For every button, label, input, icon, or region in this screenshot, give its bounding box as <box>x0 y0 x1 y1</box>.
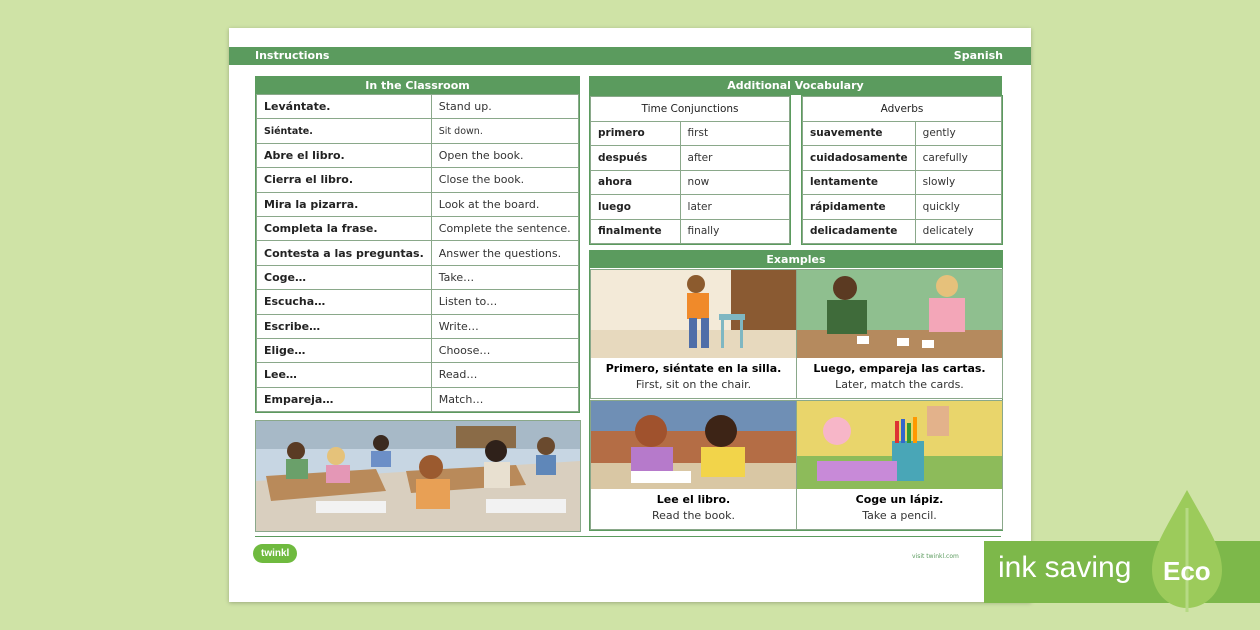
english-translation: finally <box>680 219 789 244</box>
example-es: Luego, empareja las cartas. <box>813 362 986 375</box>
table-row <box>257 241 579 265</box>
spanish-phrase: Levántate. <box>257 95 432 119</box>
english-translation: Choose… <box>431 338 578 362</box>
example-en: Take a pencil. <box>862 509 937 522</box>
english-translation: carefully <box>915 146 1001 171</box>
spanish-phrase: Abre el libro. <box>257 143 432 167</box>
example-es: Lee el libro. <box>656 493 731 506</box>
spanish-phrase: luego <box>591 195 681 220</box>
example-en: Read the book. <box>652 509 735 522</box>
spanish-phrase: Empareja… <box>257 387 432 411</box>
table-row <box>803 219 1002 244</box>
spanish-phrase: delicadamente <box>803 219 916 244</box>
examples-panel <box>589 250 1003 531</box>
spanish-phrase: Lee… <box>257 363 432 387</box>
classroom-panel <box>255 76 580 413</box>
time-conjunctions-title: Time Conjunctions <box>591 97 790 122</box>
table-row <box>257 143 579 167</box>
footer-divider <box>255 536 1001 537</box>
english-translation: quickly <box>915 195 1001 220</box>
spanish-phrase: primero <box>591 121 681 146</box>
english-translation: slowly <box>915 170 1001 195</box>
table-row <box>803 195 1002 220</box>
spanish-phrase: finalmente <box>591 219 681 244</box>
spanish-phrase: Escucha… <box>257 290 432 314</box>
spanish-phrase: cuidadosamente <box>803 146 916 171</box>
table-row <box>257 95 579 119</box>
table-row <box>257 387 579 411</box>
table-row <box>257 265 579 289</box>
english-translation: Match… <box>431 387 578 411</box>
english-translation: Open the book. <box>431 143 578 167</box>
worksheet <box>229 28 1031 602</box>
vocab-title: Additional Vocabulary <box>589 76 1002 95</box>
english-translation: Listen to… <box>431 290 578 314</box>
english-translation: Stand up. <box>431 95 578 119</box>
spanish-phrase: Mira la pizarra. <box>257 192 432 216</box>
header-subject: Spanish <box>953 49 1003 62</box>
vocab-panel <box>589 76 1002 240</box>
english-translation: Take… <box>431 265 578 289</box>
spanish-phrase: Coge… <box>257 265 432 289</box>
english-translation: after <box>680 146 789 171</box>
table-row <box>591 121 790 146</box>
twinkl-logo <box>253 544 297 563</box>
example-illustration <box>797 270 1002 358</box>
example-es: Primero, siéntate en la silla. <box>605 362 782 375</box>
eco-badge-text: ink saving <box>998 551 1132 584</box>
example-card <box>590 269 797 399</box>
example-card <box>796 400 1003 530</box>
english-translation: Sit down. <box>431 119 578 143</box>
spanish-phrase: Completa la frase. <box>257 216 432 240</box>
table-row <box>257 119 579 143</box>
english-translation: Answer the questions. <box>431 241 578 265</box>
table-row <box>257 192 579 216</box>
twinkl-logo-text: twinkl <box>253 544 297 563</box>
footer-url: visit twinkl.com <box>912 553 959 560</box>
english-translation: Write… <box>431 314 578 338</box>
table-row <box>257 338 579 362</box>
time-conjunctions-table <box>589 95 791 245</box>
english-translation: delicately <box>915 219 1001 244</box>
spanish-phrase: Siéntate. <box>257 119 432 143</box>
spanish-phrase: después <box>591 146 681 171</box>
adverbs-table <box>801 95 1003 245</box>
table-row <box>591 146 790 171</box>
spanish-phrase: Cierra el libro. <box>257 168 432 192</box>
classroom-table <box>256 94 579 412</box>
spanish-phrase: ahora <box>591 170 681 195</box>
english-translation: Read… <box>431 363 578 387</box>
example-illustration <box>591 401 796 489</box>
table-row <box>257 216 579 240</box>
spanish-phrase: suavemente <box>803 121 916 146</box>
table-row <box>591 219 790 244</box>
examples-title: Examples <box>590 251 1002 268</box>
example-en: Later, match the cards. <box>835 378 964 391</box>
example-en: First, sit on the chair. <box>635 378 752 391</box>
english-translation: gently <box>915 121 1001 146</box>
classroom-title: In the Classroom <box>256 77 579 94</box>
example-illustration <box>591 270 796 358</box>
header-bar <box>229 47 1031 65</box>
english-translation: Complete the sentence. <box>431 216 578 240</box>
table-row <box>591 170 790 195</box>
example-illustration <box>797 401 1002 489</box>
english-translation: now <box>680 170 789 195</box>
adverbs-title: Adverbs <box>803 97 1002 122</box>
table-row <box>591 195 790 220</box>
example-card <box>796 269 1003 399</box>
english-translation: first <box>680 121 789 146</box>
english-translation: Close the book. <box>431 168 578 192</box>
table-row <box>803 170 1002 195</box>
table-row <box>257 363 579 387</box>
spanish-phrase: rápidamente <box>803 195 916 220</box>
classroom-illustration <box>255 420 581 532</box>
header-title: Instructions <box>255 49 330 62</box>
eco-leaf-text: Eco <box>1163 556 1211 586</box>
english-translation: later <box>680 195 789 220</box>
spanish-phrase: Escribe… <box>257 314 432 338</box>
leaf-icon <box>1150 488 1224 612</box>
table-row <box>257 314 579 338</box>
example-card <box>590 400 797 530</box>
table-row <box>257 290 579 314</box>
table-row <box>803 121 1002 146</box>
spanish-phrase: Elige… <box>257 338 432 362</box>
spanish-phrase: Contesta a las preguntas. <box>257 241 432 265</box>
table-row <box>257 168 579 192</box>
english-translation: Look at the board. <box>431 192 578 216</box>
table-row <box>803 146 1002 171</box>
spanish-phrase: lentamente <box>803 170 916 195</box>
example-es: Coge un lápiz. <box>855 493 944 506</box>
